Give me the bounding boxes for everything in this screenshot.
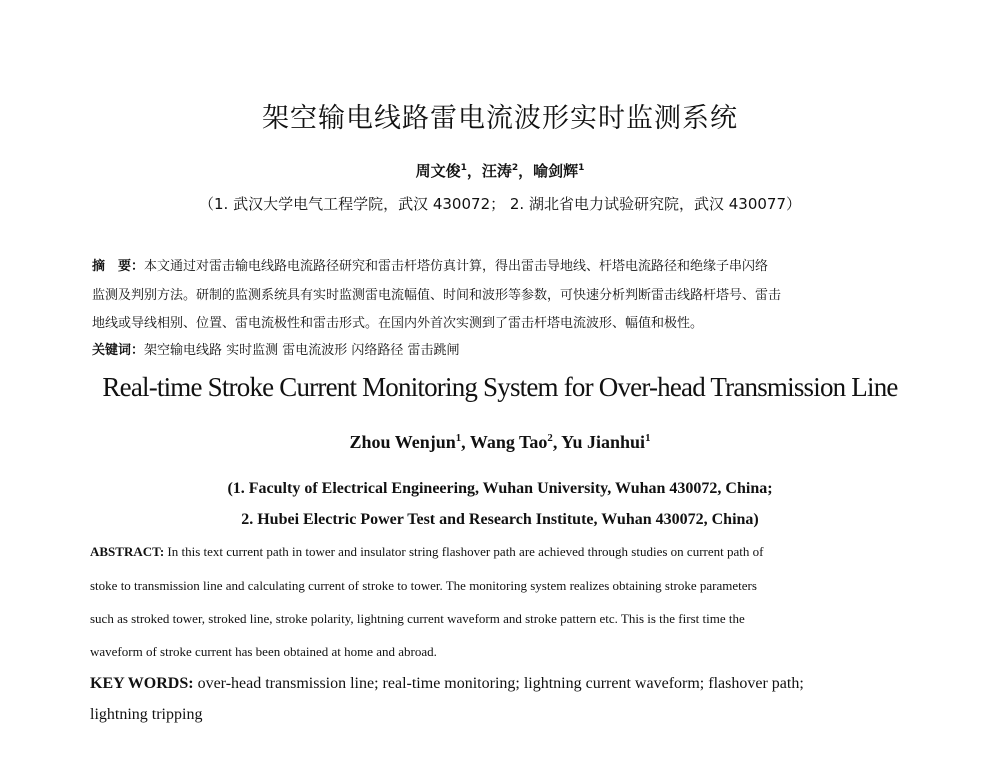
chinese-abstract-line: 监测及判别方法。研制的监测系统具有实时监测雷电流幅值、时间和波形等参数，可快速分析判断雷击线路杆塔号、雷击 — [92, 288, 782, 303]
author-separator: , — [552, 432, 562, 452]
author-affil-mark: 2 — [547, 432, 553, 444]
english-abstract-line: stoke to transmission line and calculating current of stroke to tower. The monitoring system realizes obtaining stroke parameters — [90, 578, 757, 593]
english-authors — [0, 432, 1000, 453]
author-affil-mark: 1 — [645, 432, 651, 444]
chinese-abstract-line — [92, 255, 768, 274]
english-abstract-line: waveform of stroke current has been obtained at home and abroad. — [90, 644, 437, 659]
english-abstract-label: ABSTRACT: — [90, 544, 165, 559]
english-abstract-text: In this text current path in tower and insulator string flashover path are achieved through studies on current path of — [164, 544, 764, 559]
english-keywords-line: lightning tripping — [90, 706, 203, 723]
english-affiliation-line: 2. Hubei Electric Power Test and Research Institute, Wuhan 430072, China) — [241, 511, 759, 528]
author-affil-mark: 2 — [511, 163, 519, 173]
english-title: Real-time Stroke Current Monitoring System for Over-head Transmission Line — [102, 372, 898, 402]
english-abstract-line — [90, 544, 763, 560]
author-name: 喻剑辉 — [533, 162, 579, 180]
author-affil-mark: 1 — [460, 163, 467, 173]
author-name: 汪涛 — [481, 162, 512, 180]
chinese-keywords-text: 架空输电线路 实时监测 雷电流波形 闪络路径 雷击跳闸 — [144, 343, 460, 358]
english-abstract-line: such as stroked tower, stroked line, stroke polarity, lightning current waveform and stroke pattern etc. This is the first time the — [90, 611, 745, 626]
english-keywords — [90, 675, 804, 693]
author-name: Wang Tao — [469, 432, 548, 452]
author-separator: ， — [518, 162, 534, 180]
author-name: 周文俊 — [415, 162, 461, 180]
chinese-authors — [0, 160, 1000, 181]
author-separator: , — [461, 432, 470, 452]
author-affil-mark: 1 — [578, 163, 585, 173]
chinese-affiliation: （1. 武汉大学电气工程学院，武汉 430072； 2. 湖北省电力试验研究院，武汉 430077） — [199, 195, 801, 213]
english-keywords-text: over-head transmission line; real-time monitoring; lightning current waveform; flashover path; — [193, 675, 804, 692]
chinese-abstract-text: 本文通过对雷击输电线路电流路径研究和雷击杆塔仿真计算，得出雷击导地线、杆塔电流路径和绝缘子串闪络 — [144, 259, 769, 274]
chinese-abstract-line: 地线或导线相别、位置、雷电流极性和雷击形式。在国内外首次实测到了雷击杆塔电流波形、幅值和极性。 — [92, 316, 704, 331]
author-name: Yu Jianhui — [561, 432, 646, 452]
english-affiliation-line: (1. Faculty of Electrical Engineering, Wuhan University, Wuhan 430072, China; — [227, 480, 773, 497]
chinese-keywords — [92, 339, 460, 358]
author-separator: ， — [466, 162, 482, 180]
chinese-abstract-label: 摘 要： — [92, 259, 145, 274]
author-name: Zhou Wenjun — [349, 432, 456, 452]
author-affil-mark: 1 — [455, 432, 462, 444]
chinese-keywords-label: 关键词： — [92, 343, 145, 358]
english-keywords-label: KEY WORDS: — [90, 675, 194, 692]
chinese-title: 架空输电线路雷电流波形实时监测系统 — [262, 103, 738, 134]
